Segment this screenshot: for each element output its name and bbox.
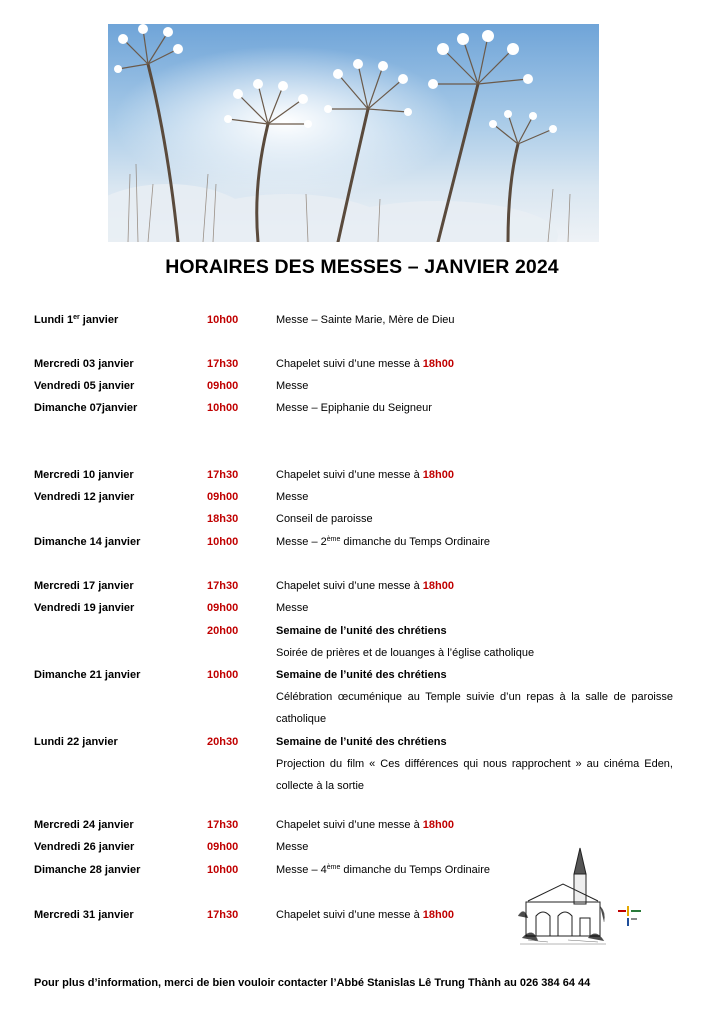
row-time: 20h30 xyxy=(207,736,239,748)
row-time: 18h30 xyxy=(207,513,239,525)
row-time: 17h30 xyxy=(207,580,239,592)
row-time: 10h00 xyxy=(207,864,239,876)
row-description: Chapelet suivi d’une messe à 18h00 xyxy=(276,819,454,831)
row-day: Vendredi 05 janvier xyxy=(34,380,135,392)
row-description: Messe xyxy=(276,491,309,503)
row-time: 09h00 xyxy=(207,380,239,392)
row-description: Chapelet suivi d’une messe à 18h00 xyxy=(276,358,454,370)
row-description: Messe – Epiphanie du Seigneur xyxy=(276,402,432,414)
row-description: Soirée de prières et de louanges à l’église catholique xyxy=(276,647,535,659)
row-time: 10h00 xyxy=(207,402,239,414)
row-time: 17h30 xyxy=(207,909,239,921)
row-day: Mercredi 31 janvier xyxy=(34,909,134,921)
row-description: Semaine de l’unité des chrétiens xyxy=(276,669,447,681)
row-description: Chapelet suivi d’une messe à 18h00 xyxy=(276,469,454,481)
schedule-row xyxy=(0,598,724,618)
row-time: 09h00 xyxy=(207,841,239,853)
row-day: Dimanche 07janvier xyxy=(34,402,138,414)
schedule-row xyxy=(0,643,724,663)
row-description: Messe – 4ème dimanche du Temps Ordinaire xyxy=(276,864,490,876)
schedule-row xyxy=(0,310,724,330)
row-time: 10h00 xyxy=(207,314,239,326)
schedule-row xyxy=(0,860,724,880)
row-day: Vendredi 19 janvier xyxy=(34,602,135,614)
row-day: Dimanche 14 janvier xyxy=(34,536,141,548)
schedule-row xyxy=(0,354,724,374)
row-description: Projection du film « Ces différences qui nous rapprochent » au cinéma Eden, xyxy=(276,758,673,770)
row-day: Mercredi 10 janvier xyxy=(34,469,134,481)
row-description: Messe xyxy=(276,841,309,853)
row-time: 09h00 xyxy=(207,491,239,503)
row-description: collecte à la sortie xyxy=(276,780,365,792)
schedule-row xyxy=(0,776,724,796)
schedule-row xyxy=(0,487,724,507)
parish-logo xyxy=(612,904,664,948)
page-title: HORAIRES DES MESSES – JANVIER 2024 xyxy=(165,256,559,278)
schedule-row xyxy=(0,509,724,529)
schedule-row xyxy=(0,465,724,485)
row-description: Célébration œcuménique au Temple suivie d’un repas à la salle de paroisse xyxy=(276,691,673,703)
schedule-row xyxy=(0,621,724,641)
schedule-row xyxy=(0,665,724,685)
row-description: Chapelet suivi d’une messe à 18h00 xyxy=(276,580,454,592)
row-time: 20h00 xyxy=(207,625,239,637)
church-drawing xyxy=(518,846,608,946)
header-photo-frost-plants xyxy=(108,24,599,242)
row-time: 09h00 xyxy=(207,602,239,614)
row-day: Vendredi 12 janvier xyxy=(34,491,135,503)
row-description: Chapelet suivi d’une messe à 18h00 xyxy=(276,909,454,921)
row-description: Semaine de l’unité des chrétiens xyxy=(276,625,447,637)
schedule-row xyxy=(0,754,724,774)
schedule-row xyxy=(0,709,724,729)
row-day: Dimanche 21 janvier xyxy=(34,669,141,681)
row-day: Vendredi 26 janvier xyxy=(34,841,135,853)
row-description: Messe – Sainte Marie, Mère de Dieu xyxy=(276,314,455,326)
schedule-row xyxy=(0,837,724,857)
row-description: Messe xyxy=(276,380,309,392)
schedule-row xyxy=(0,532,724,552)
row-time: 17h30 xyxy=(207,819,239,831)
row-description: Messe – 2ème dimanche du Temps Ordinaire xyxy=(276,536,490,548)
schedule-row xyxy=(0,732,724,752)
row-day: Dimanche 28 janvier xyxy=(34,864,141,876)
row-day: Mercredi 03 janvier xyxy=(34,358,134,370)
row-time: 17h30 xyxy=(207,469,239,481)
schedule-row xyxy=(0,576,724,596)
contact-footer: Pour plus d’information, merci de bien vouloir contacter l’Abbé Stanislas Lê Trung Thành au 026 384 64 44 xyxy=(34,977,591,989)
row-description: catholique xyxy=(276,713,327,725)
row-time: 10h00 xyxy=(207,536,239,548)
row-description: Messe xyxy=(276,602,309,614)
schedule-row xyxy=(0,815,724,835)
schedule-row xyxy=(0,376,724,396)
schedule-row xyxy=(0,687,724,707)
row-day: Mercredi 17 janvier xyxy=(34,580,134,592)
row-day: Mercredi 24 janvier xyxy=(34,819,134,831)
row-description: Conseil de paroisse xyxy=(276,513,373,525)
row-time: 17h30 xyxy=(207,358,239,370)
row-description: Semaine de l’unité des chrétiens xyxy=(276,736,447,748)
row-day: Lundi 1er janvier xyxy=(34,314,119,326)
row-time: 10h00 xyxy=(207,669,239,681)
schedule-row xyxy=(0,398,724,418)
row-day: Lundi 22 janvier xyxy=(34,736,118,748)
